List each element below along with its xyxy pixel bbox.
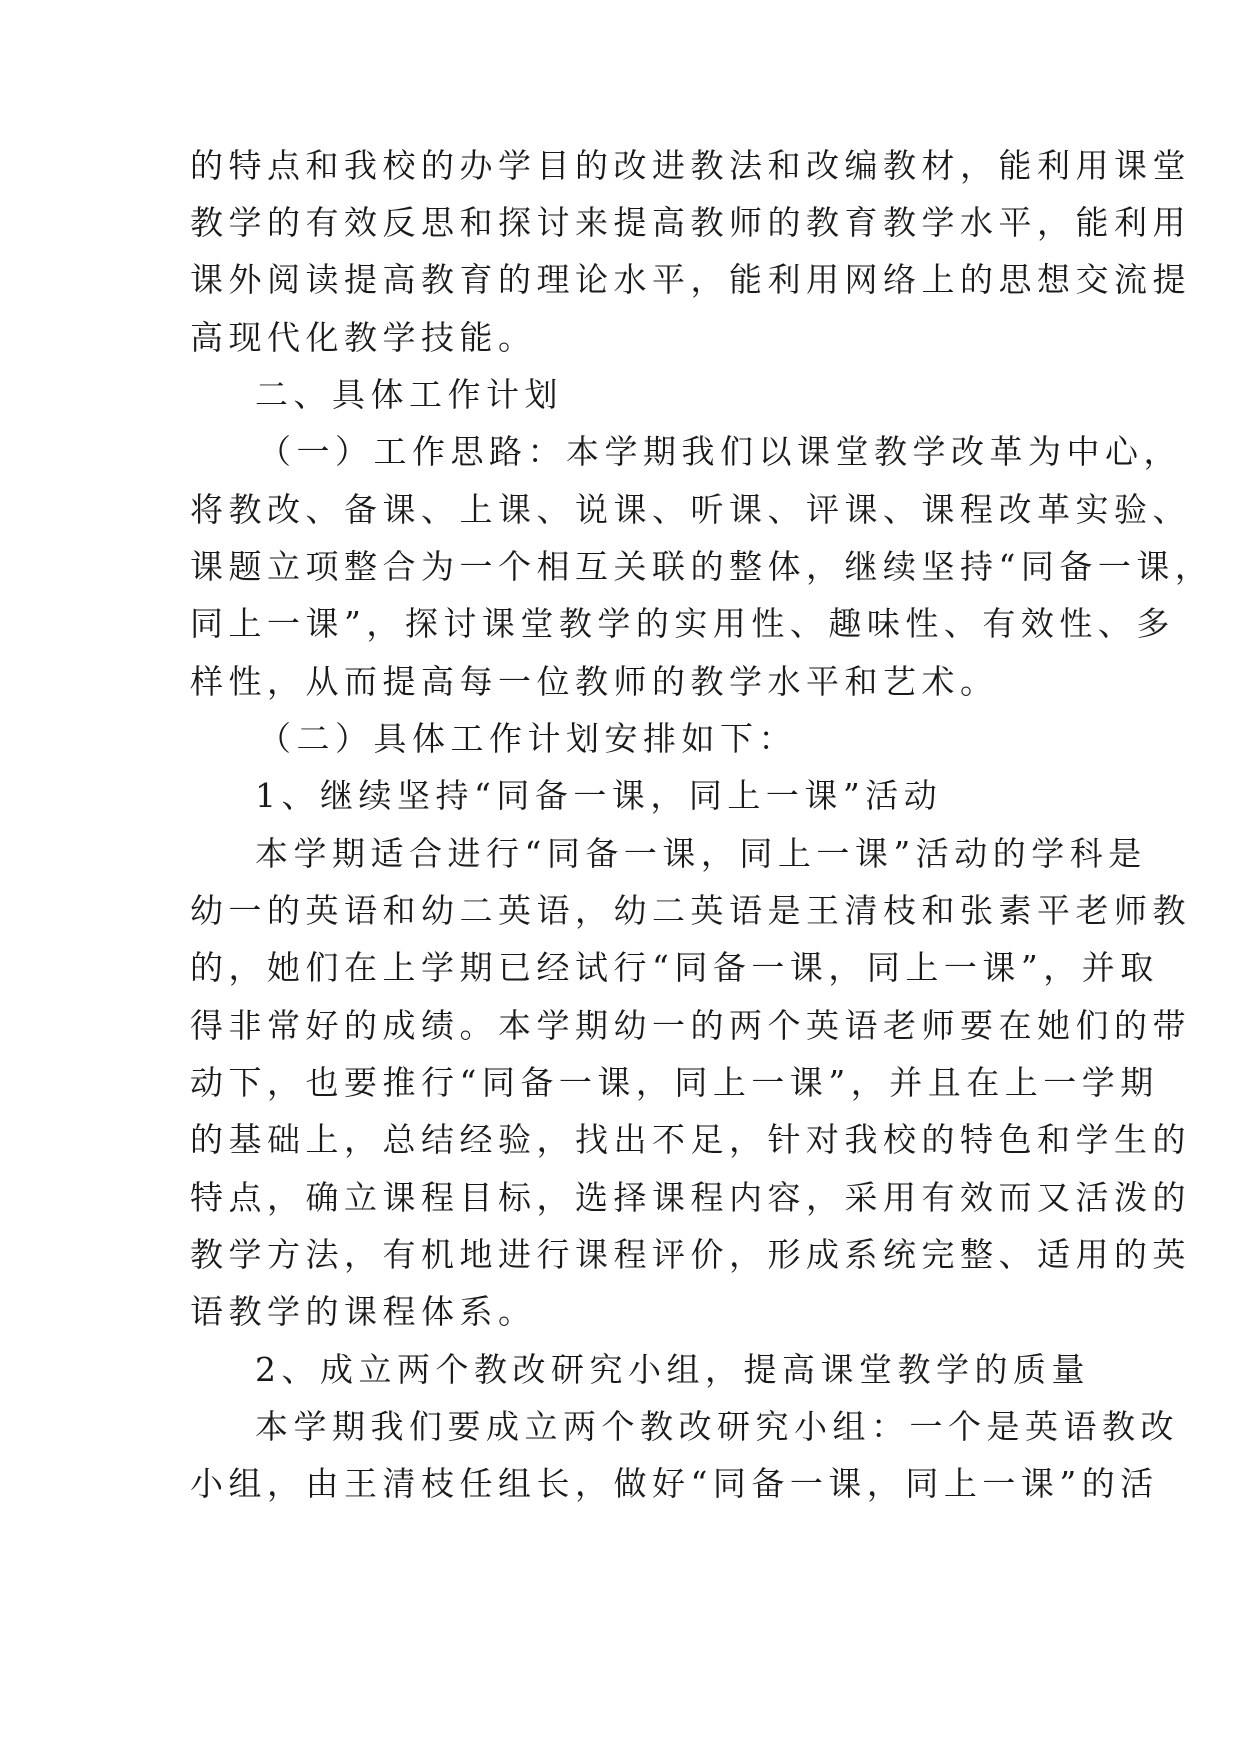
text-line: 语教学的课程体系。: [190, 1292, 537, 1331]
text-line: 教学的有效反思和探讨来提高教师的教育教学水平，能利用: [190, 203, 1191, 242]
text-line: 动下，也要推行“同备一课，同上一课”，并且在上一学期: [190, 1063, 1159, 1102]
text-line: 将教改、备课、上课、说课、听课、评课、课程改革实验、: [190, 490, 1191, 529]
text-line: 幼一的英语和幼二英语，幼二英语是王清枝和张素平老师教: [190, 891, 1191, 930]
subsection-heading: （二）具体工作计划安排如下：: [258, 719, 797, 758]
section-heading: 二、具体工作计划: [255, 375, 563, 414]
text-line: 特点，确立课程目标，选择课程内容，采用有效而又活泼的: [190, 1178, 1191, 1217]
text-line: 课题立项整合为一个相互关联的整体，继续坚持“同备一课，: [190, 547, 1214, 586]
text-line: 小组，由王清枝任组长，做好“同备一课，同上一课”的活: [190, 1464, 1159, 1503]
text-line: 样性，从而提高每一位教师的教学水平和艺术。: [190, 662, 999, 701]
item-heading: 2、成立两个教改研究小组，提高课堂教学的质量: [255, 1350, 1090, 1389]
text-line: 教学方法，有机地进行课程评价，形成系统完整、适用的英: [190, 1235, 1191, 1274]
text-line: 的特点和我校的办学目的改进教法和改编教材，能利用课堂: [190, 146, 1191, 185]
text-line: 得非常好的成绩。本学期幼一的两个英语老师要在她们的带: [190, 1006, 1191, 1045]
text-line: 本学期我们要成立两个教改研究小组：一个是英语教改: [255, 1407, 1179, 1446]
text-line: 同上一课”，探讨课堂教学的实用性、趣味性、有效性、多: [190, 604, 1175, 643]
text-line: 本学期适合进行“同备一课，同上一课”活动的学科是: [255, 834, 1147, 873]
text-line: 高现代化教学技能。: [190, 318, 537, 357]
text-line: 的，她们在上学期已经试行“同备一课，同上一课”，并取: [190, 948, 1159, 987]
item-heading: 1、继续坚持“同备一课，同上一课”活动: [255, 776, 943, 815]
text-line: 课外阅读提高教育的理论水平，能利用网络上的思想交流提: [190, 260, 1191, 299]
text-line: 的基础上，总结经验，找出不足，针对我校的特色和学生的: [190, 1120, 1191, 1159]
subsection-heading: （一）工作思路：本学期我们以课堂教学改革为中心，: [258, 432, 1182, 471]
